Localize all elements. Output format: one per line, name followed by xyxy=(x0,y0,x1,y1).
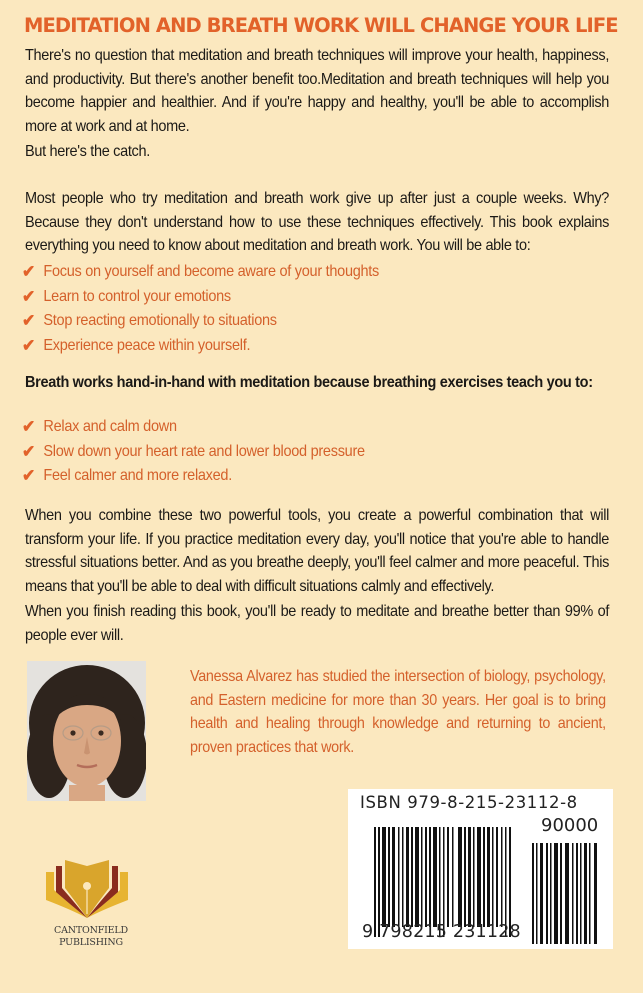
checkmark-icon: ✔ xyxy=(22,441,35,461)
breath-benefits-list xyxy=(22,415,391,489)
isbn-label: ISBN 979-8-215-23112-8 xyxy=(360,793,578,812)
list-item: ✔ Relax and calm down xyxy=(22,415,365,440)
checkmark-icon: ✔ xyxy=(22,262,35,281)
page-title: MEDITATION AND BREATH WORK WILL CHANGE YOUR LIFE xyxy=(24,14,618,37)
breath-paragraph: Breath works hand-in-hand with meditation because breathing exercises teach you to: xyxy=(25,374,593,391)
list-item: ✔ Feel calmer and more relaxed. xyxy=(22,464,365,489)
benefits-list xyxy=(22,260,406,358)
checkmark-icon: ✔ xyxy=(22,286,35,306)
checkmark-icon: ✔ xyxy=(22,335,35,355)
list-item: ✔ Stop reacting emotionally to situations xyxy=(22,309,379,334)
catch-paragraph: But here's the catch. xyxy=(25,143,150,160)
closing-paragraph: When you finish reading this book, you'll be ready to meditate and breathe better than 99% of people ever will. xyxy=(25,603,610,644)
isbn-barcode xyxy=(348,789,613,949)
ean-digits: 9 798215 231128 xyxy=(362,922,521,942)
problem-paragraph: Most people who try meditation and breath work give up after just a couple weeks. Why? Because they don't understand how to use these techniques effectively. This book explains everything you need to know about meditation and breath work. You will be able to: xyxy=(25,190,610,254)
list-item: ✔ Focus on yourself and become aware of your thoughts xyxy=(22,260,379,285)
publisher-name: CANTONFIELD PUBLISHING xyxy=(54,925,128,948)
list-item: ✔ Slow down your heart rate and lower blood pressure xyxy=(22,440,365,465)
author-bio: Vanessa Alvarez has studied the intersection of biology, psychology, and Eastern medicine for more than 30 years. Her goal is to bring health and healing through knowledge and returning to ancient, proven practices that work. xyxy=(190,668,606,756)
list-item: ✔ Experience peace within yourself. xyxy=(22,334,379,359)
list-item: ✔ Learn to control your emotions xyxy=(22,285,379,310)
checkmark-icon: ✔ xyxy=(22,417,35,436)
combine-paragraph: When you combine these two powerful tools, you create a powerful combination that will transform your life. If you practice meditation every day, you'll notice that you're able to handle stressful situations better. And as you breathe deeply, you'll feel calmer and more peaceful. This means that you'll be able to deal with difficult situations calmly and effectively. xyxy=(25,507,610,595)
checkmark-icon: ✔ xyxy=(22,311,35,330)
checkmark-icon: ✔ xyxy=(22,466,35,485)
author-portrait-icon xyxy=(27,661,146,801)
author-photo xyxy=(27,661,146,801)
price-addon: 90000 xyxy=(541,815,599,836)
intro-paragraph: There's no question that meditation and breath techniques will improve your health, happiness, and productivity. But there's another benefit too.Meditation and breath techniques will help you become happier and healthier. And if you're happy and healthy, you'll be able to accomplish more at work and at home. xyxy=(25,47,610,135)
